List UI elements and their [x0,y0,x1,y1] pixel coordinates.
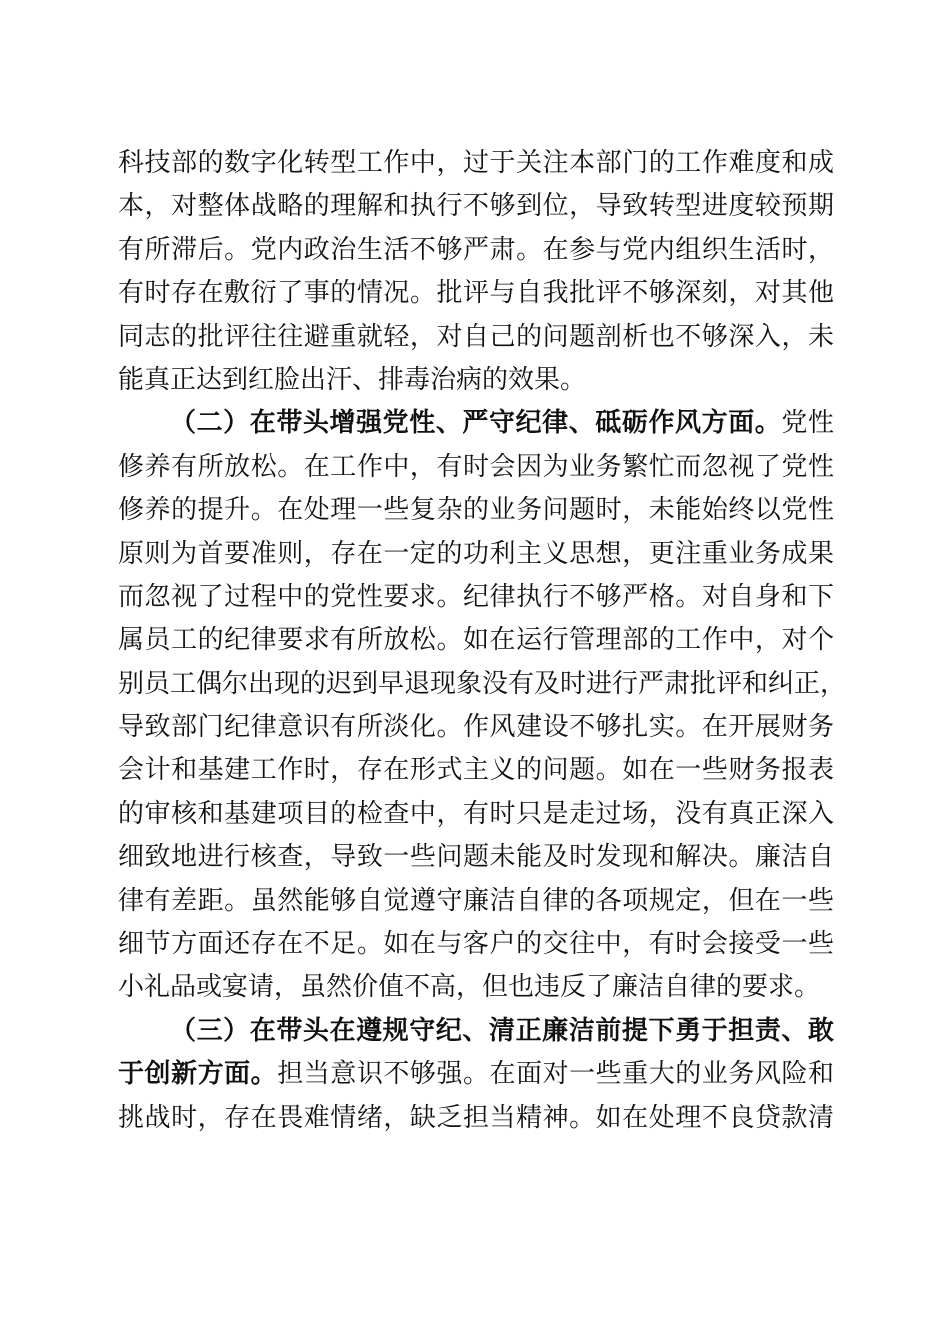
text-line: 属员工的纪律要求有所放松。如在运行管理部的工作中，对个 [118,625,834,656]
text-line: 修养有所放松。在工作中，有时会因为业务繁忙而忽视了党性 [118,451,834,482]
text-line: 导致部门纪律意识有所淡化。作风建设不够扎实。在开展财务 [118,712,834,743]
text-run: 担当意识不够强。在面对一些重大的业务风险和 [277,1059,834,1090]
text-line: 同志的批评往往避重就轻，对自己的问题剖析也不够深入，未 [118,321,834,352]
text-line: 修养的提升。在处理一些复杂的业务问题时，未能始终以党性 [118,495,834,526]
text-line: 细致地进行核查，导致一些问题未能及时发现和解决。廉洁自 [118,842,834,873]
text-line: 细节方面还存在不足。如在与客户的交往中，有时会接受一些 [118,929,834,960]
text-line: 科技部的数字化转型工作中，过于关注本部门的工作难度和成 [118,148,834,178]
text-line: 的审核和基建项目的检查中，有时只是走过场，没有真正深入 [118,798,834,829]
section-heading-3-cont: 于创新方面。 [118,1059,278,1090]
section-heading-3: （三）在带头在遵规守纪、清正廉洁前提下勇于担责、敢 [170,1015,834,1046]
text-line: 而忽视了过程中的党性要求。纪律执行不够严格。对自身和下 [118,581,834,612]
section-heading-2: （二）在带头增强党性、严守纪律、砥砺作风方面。 [170,408,782,439]
document-page [118,142,847,1140]
text-line [118,1053,834,1096]
text-line: 别员工偶尔出现的迟到早退现象没有及时进行严肃批评和纠正， [118,668,847,699]
paragraph-2 [118,402,847,1009]
text-line: 原则为首要准则，存在一定的功利主义思想，更注重业务成果 [118,538,834,569]
text-line: 律有差距。虽然能够自觉遵守廉洁自律的各项规定，但在一些 [118,885,834,916]
text-line: 小礼品或宴请，虽然价值不高，但也违反了廉洁自律的要求。 [118,972,821,1003]
text-line: 能真正达到红脸出汗、排毒治病的效果。 [118,364,587,395]
text-line: 会计和基建工作时，存在形式主义的问题。如在一些财务报表 [118,755,834,786]
text-line: 本，对整体战略的理解和执行不够到位，导致转型进度较预期 [118,191,834,222]
text-line: 有所滞后。党内政治生活不够严肃。在参与党内组织生活时， [118,234,834,265]
text-run: 党性 [781,408,834,439]
text-line: 挑战时，存在畏难情绪，缺乏担当精神。如在处理不良贷款清 [118,1102,834,1133]
text-line [118,402,834,445]
text-line: 有时存在敷衍了事的情况。批评与自我批评不够深刻，对其他 [118,278,834,309]
paragraph-1 [118,142,834,402]
paragraph-3 [118,1010,834,1140]
